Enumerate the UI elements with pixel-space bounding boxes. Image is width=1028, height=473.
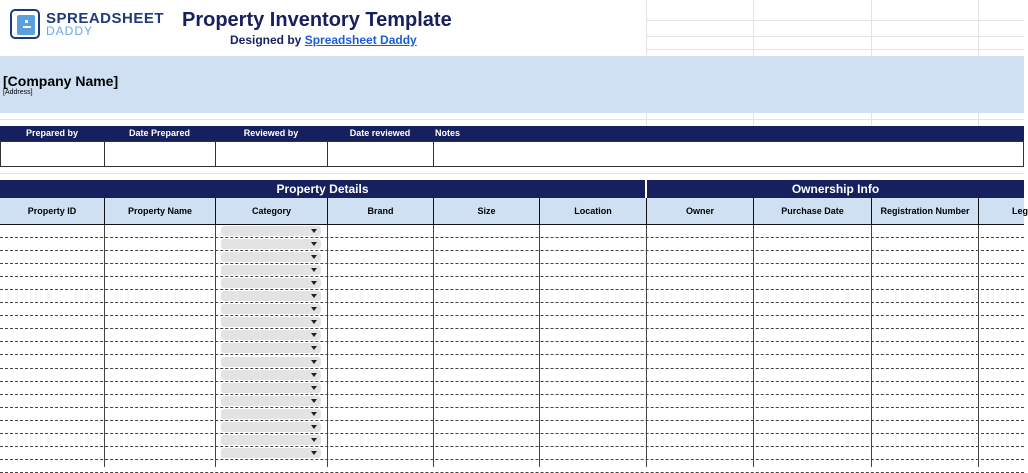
- category-dropdown[interactable]: [221, 422, 321, 432]
- notes-input[interactable]: [433, 141, 1024, 167]
- table-row: [0, 459, 1024, 460]
- category-dropdown[interactable]: [221, 343, 321, 353]
- category-dropdown[interactable]: [221, 317, 321, 327]
- category-dropdown[interactable]: [221, 370, 321, 380]
- date-prepared-label: Date Prepared: [128, 128, 191, 138]
- column-header-size[interactable]: Size: [434, 198, 540, 225]
- column-header-registration-number[interactable]: Registration Number: [872, 198, 979, 225]
- chevron-down-icon: [311, 412, 317, 416]
- chevron-down-icon: [311, 438, 317, 442]
- table-row: [0, 420, 1024, 421]
- chevron-down-icon: [311, 360, 317, 364]
- company-address-cell[interactable]: [Address]: [3, 89, 33, 96]
- column-header-brand[interactable]: Brand: [328, 198, 434, 225]
- ownership-info-header: Ownership Info: [647, 180, 1024, 198]
- grid-column-line: [978, 225, 979, 467]
- date-prepared-input[interactable]: [104, 141, 216, 167]
- category-dropdown[interactable]: [221, 435, 321, 445]
- subtitle-prefix: Designed by: [230, 33, 305, 47]
- column-header-property-name[interactable]: Property Name: [105, 198, 216, 225]
- chevron-down-icon: [311, 255, 317, 259]
- company-info-band: [0, 56, 1024, 113]
- table-row: [0, 302, 1024, 303]
- table-row: [0, 446, 1024, 447]
- grid-column-line: [646, 225, 647, 467]
- chevron-down-icon: [311, 268, 317, 272]
- grid-column-line: [215, 225, 216, 467]
- column-header-legal[interactable]: Leg: [979, 198, 1024, 225]
- category-dropdown[interactable]: [221, 448, 321, 458]
- chevron-down-icon: [311, 294, 317, 298]
- column-header-purchase-date[interactable]: Purchase Date: [754, 198, 872, 225]
- prepared-by-input[interactable]: [0, 141, 105, 167]
- category-dropdown[interactable]: [221, 383, 321, 393]
- reviewed-by-input[interactable]: [215, 141, 328, 167]
- category-dropdown[interactable]: [221, 304, 321, 314]
- chevron-down-icon: [311, 346, 317, 350]
- category-dropdown[interactable]: [221, 226, 321, 236]
- grid-column-line: [871, 225, 872, 467]
- table-row: [0, 250, 1024, 251]
- chevron-down-icon: [311, 425, 317, 429]
- grid-column-line: [104, 225, 105, 467]
- category-dropdown[interactable]: [221, 265, 321, 275]
- category-dropdown[interactable]: [221, 396, 321, 406]
- property-details-header: Property Details: [0, 180, 645, 198]
- grid-column-line: [433, 225, 434, 467]
- category-dropdown[interactable]: [221, 252, 321, 262]
- date-reviewed-input[interactable]: [327, 141, 434, 167]
- category-dropdown[interactable]: [221, 239, 321, 249]
- brand-name-line2: DADDY: [46, 24, 94, 38]
- brand-name-line1: SPREADSHEET: [46, 10, 165, 27]
- column-header-category[interactable]: Category: [216, 198, 328, 225]
- table-row: [0, 354, 1024, 355]
- chevron-down-icon: [311, 373, 317, 377]
- chevron-down-icon: [311, 242, 317, 246]
- category-dropdown[interactable]: [221, 409, 321, 419]
- table-row: [0, 315, 1024, 316]
- column-header-property-id[interactable]: Property ID: [0, 198, 105, 225]
- reviewed-by-label: Reviewed by: [243, 128, 299, 138]
- table-row: [0, 263, 1024, 264]
- page-title: Property Inventory Template: [182, 9, 452, 31]
- prepared-by-label: Prepared by: [25, 128, 79, 138]
- table-row: [0, 289, 1024, 290]
- grid-column-line: [327, 225, 328, 467]
- chevron-down-icon: [311, 399, 317, 403]
- category-dropdown[interactable]: [221, 330, 321, 340]
- table-row: [0, 381, 1024, 382]
- category-dropdown[interactable]: [221, 278, 321, 288]
- table-row: [0, 237, 1024, 238]
- chevron-down-icon: [311, 451, 317, 455]
- page-subtitle: [230, 33, 417, 47]
- grid-column-line: [539, 225, 540, 467]
- category-dropdown[interactable]: [221, 357, 321, 367]
- table-row: [0, 341, 1024, 342]
- table-row: [0, 276, 1024, 277]
- chevron-down-icon: [311, 386, 317, 390]
- table-row: [0, 394, 1024, 395]
- chevron-down-icon: [311, 320, 317, 324]
- table-row: [0, 407, 1024, 408]
- spreadsheet-daddy-link[interactable]: Spreadsheet Daddy: [304, 33, 417, 47]
- category-dropdown[interactable]: [221, 291, 321, 301]
- table-row: [0, 368, 1024, 369]
- column-header-location[interactable]: Location: [540, 198, 647, 225]
- table-row: [0, 433, 1024, 434]
- date-reviewed-label: Date reviewed: [349, 128, 411, 138]
- chevron-down-icon: [311, 229, 317, 233]
- notes-label: Notes: [435, 128, 461, 138]
- chevron-down-icon: [311, 307, 317, 311]
- grid-column-line: [753, 225, 754, 467]
- column-header-owner[interactable]: Owner: [647, 198, 754, 225]
- company-name-cell[interactable]: [Company Name]: [3, 73, 119, 89]
- spreadsheet-daddy-logo-icon: [10, 9, 40, 39]
- chevron-down-icon: [311, 281, 317, 285]
- table-row: [0, 328, 1024, 329]
- chevron-down-icon: [311, 333, 317, 337]
